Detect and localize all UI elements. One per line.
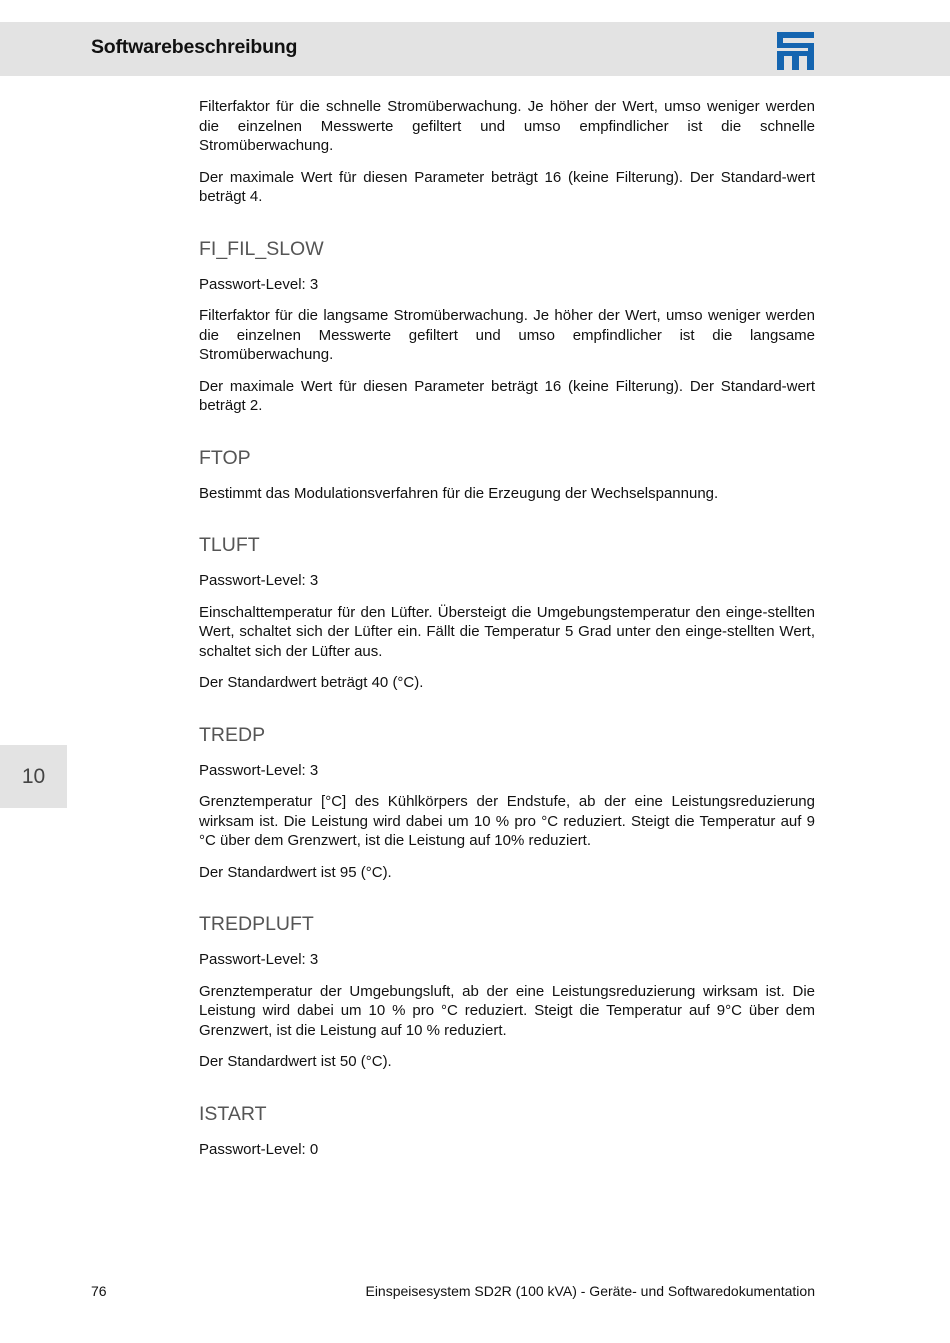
page-number: 76	[91, 1283, 107, 1299]
section-heading: ISTART	[199, 1102, 267, 1125]
section-heading: TLUFT	[199, 534, 260, 556]
chapter-number: 10	[21, 764, 46, 788]
section-heading: TREDP	[199, 723, 266, 746]
paragraph: Einschalttemperatur für den Lüfter. Übersteigt die Umgebungstemperatur den einge-stellten Wert, schaltet sich der Lüfter ein. Fällt die Temperatur 5 Grad unter den einge-stellten Wert, schaltet sich der Lüfter aus.	[199, 603, 815, 660]
paragraph: Der maximale Wert für diesen Parameter beträgt 16 (keine Filterung). Der Standard-wert beträgt 4.	[199, 168, 815, 205]
paragraph: Grenztemperatur [°C] des Kühlkörpers der Endstufe, ab der eine Leistungsreduzierung wirksam ist. Die Leistung wird dabei um 10 % pro °C reduziert. Steigt die Temperatur auf 9 °C über dem Grenzwert, ist die Leistung auf 10% reduziert.	[199, 793, 815, 849]
paragraph: Der Standardwert ist 50 (°C).	[199, 1053, 392, 1070]
document-title: Einspeisesystem SD2R (100 kVA) - Geräte- und Softwaredokumentation	[365, 1283, 815, 1299]
paragraph: Passwort-Level: 3	[199, 572, 319, 589]
section-heading: TREDPLUFT	[199, 913, 314, 935]
paragraph: Filterfaktor für die langsame Stromüberwachung. Je höher der Wert, umso weniger werden die einzelnen Messwerte gefiltert und umso empfindlicher ist die langsame Stromüberwachung.	[199, 307, 815, 363]
paragraph: Der Standardwert beträgt 40 (°C).	[199, 674, 424, 691]
paragraph: Der maximale Wert für diesen Parameter beträgt 16 (keine Filterung). Der Standard-wert beträgt 2.	[199, 377, 815, 414]
paragraph: Passwort-Level: 0	[199, 1140, 319, 1158]
chapter-tab	[0, 745, 67, 808]
paragraph: Grenztemperatur der Umgebungsluft, ab der eine Leistungsreduzierung wirksam ist. Die Leistung wird dabei um 10 % pro °C reduziert. Steigt die Temperatur auf 9°C über dem Grenzwert, ist die Leistung auf 10 % reduziert.	[199, 982, 815, 1039]
paragraph: Bestimmt das Modulationsverfahren für die Erzeugung der Wechselspannung.	[199, 484, 719, 502]
section-heading: FTOP	[199, 446, 251, 469]
paragraph: Passwort-Level: 3	[199, 761, 319, 779]
paragraph: Passwort-Level: 3	[199, 951, 319, 968]
page-content	[199, 97, 815, 1171]
company-logo-icon	[777, 32, 814, 70]
paragraph: Filterfaktor für die schnelle Stromüberwachung. Je höher der Wert, umso weniger werden die einzelnen Messwerte gefiltert und umso empfindlicher ist die schnelle Stromüberwachung.	[199, 98, 815, 154]
page-header-title: Softwarebeschreibung	[91, 36, 298, 58]
section-heading: FI_FIL_SLOW	[199, 237, 324, 260]
paragraph: Passwort-Level: 3	[199, 275, 319, 293]
paragraph: Der Standardwert ist 95 (°C).	[199, 863, 392, 881]
